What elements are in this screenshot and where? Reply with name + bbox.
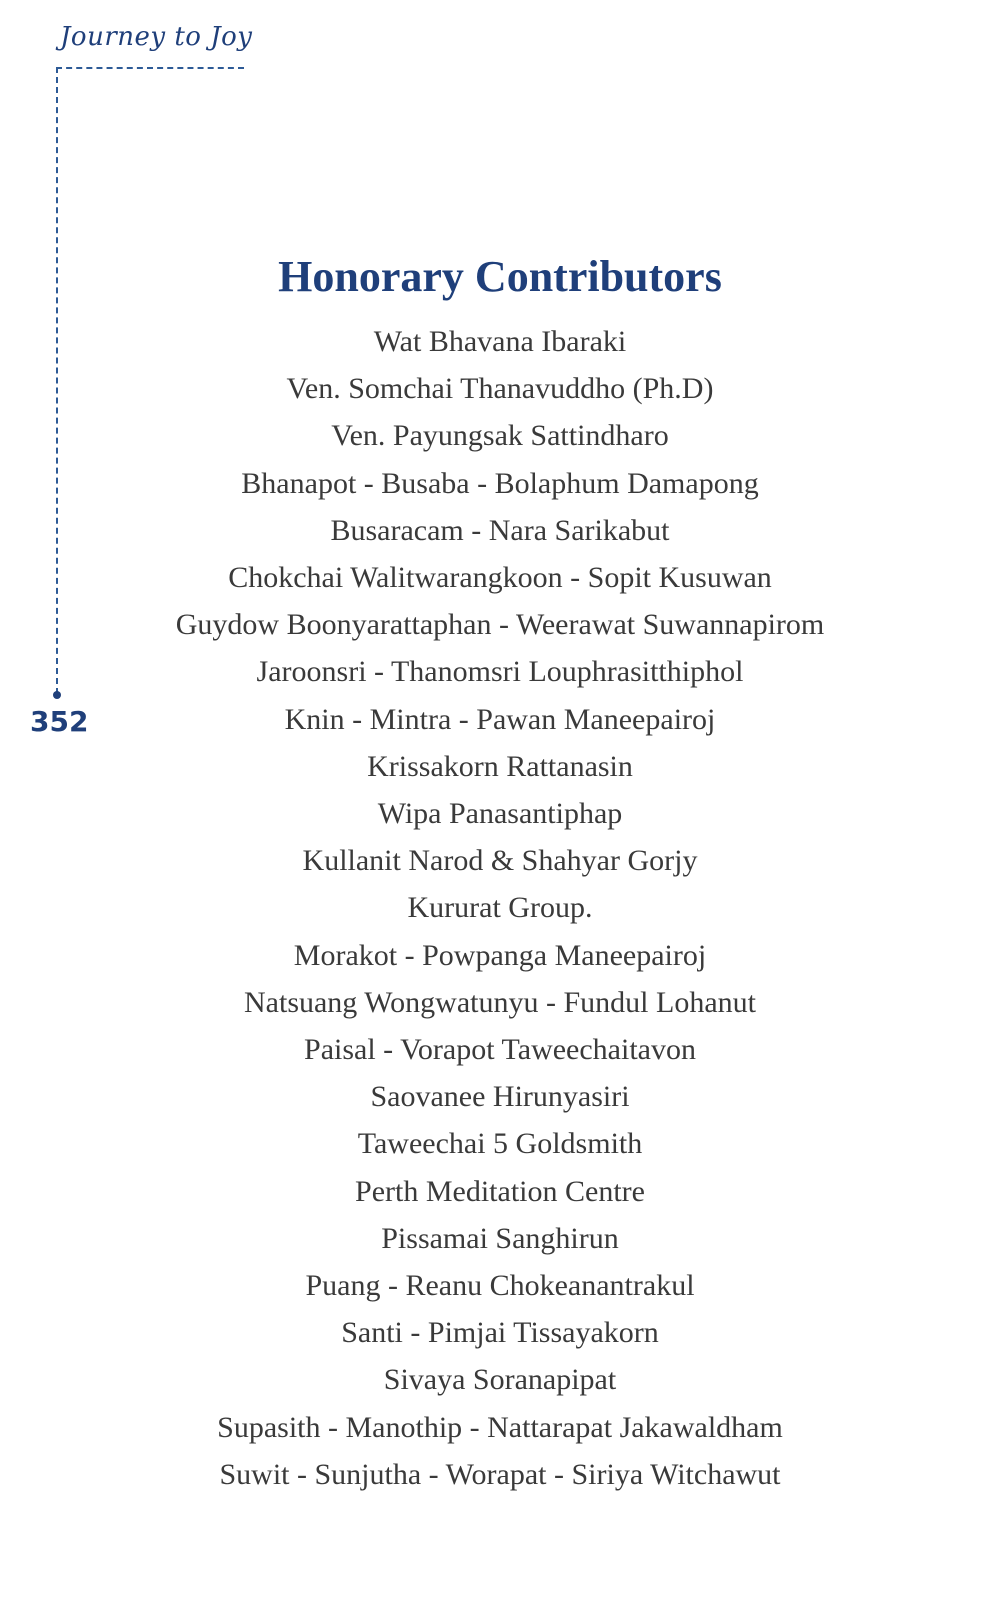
contributor-name: Suwit - Sunjutha - Worapat - Siriya Witchawut	[219, 1457, 781, 1491]
contributor-name: Wat Bhavana Ibaraki	[373, 325, 627, 358]
contributor-name: Krissakorn Rattanasin	[367, 749, 633, 783]
contributor-name: Sivaya Soranapipat	[383, 1363, 617, 1397]
contributor-name: Busaracam - Nara Sarikabut	[330, 513, 670, 547]
section-title: Honorary Contributors	[278, 252, 722, 302]
contributor-name: Bhanapot - Busaba - Bolaphum Damapong	[241, 466, 759, 500]
contributor-name: Pissamai Sanghirun	[381, 1221, 619, 1255]
contributor-name: Guydow Boonyarattaphan - Weerawat Suwannapirom	[175, 608, 825, 642]
contributor-name: Paisal - Vorapot Taweechaitavon	[304, 1033, 696, 1067]
contributor-name: Ven. Payungsak Sattindharo	[331, 419, 669, 453]
contributor-name: Morakot - Powpanga Maneepairoj	[293, 938, 707, 972]
contributor-name: Kullanit Narod & Shahyar Gorjy	[302, 844, 698, 878]
contributor-name: Chokchai Walitwarangkoon - Sopit Kusuwan	[228, 561, 772, 595]
contributor-name: Perth Meditation Centre	[355, 1174, 645, 1208]
contributor-name: Knin - Mintra - Pawan Maneepairoj	[284, 702, 716, 736]
contributor-name: Ven. Somchai Thanavuddho (Ph.D)	[286, 372, 714, 406]
contributor-name: Supasith - Manothip - Nattarapat Jakawaldham	[217, 1410, 783, 1444]
contributors-list	[0, 318, 1000, 1498]
contributor-name: Puang - Reanu Chokeanantrakul	[305, 1269, 695, 1303]
page-number: 352	[30, 705, 89, 738]
contributor-name: Natsuang Wongwatunyu - Fundul Lohanut	[244, 985, 756, 1019]
contributor-name: Santi - Pimjai Tissayakorn	[341, 1316, 659, 1350]
contributor-name: Wipa Panasantiphap	[377, 797, 623, 831]
header-dashed-rule	[56, 67, 244, 69]
contributor-name: Taweechai 5 Goldsmith	[357, 1127, 643, 1161]
contributor-name: Kururat Group.	[407, 891, 593, 925]
book-title-header: Journey to Joy	[60, 22, 253, 52]
contributor-name: Jaroonsri - Thanomsri Louphrasitthiphol	[256, 655, 744, 689]
contributor-name: Saovanee Hirunyasiri	[370, 1080, 630, 1114]
